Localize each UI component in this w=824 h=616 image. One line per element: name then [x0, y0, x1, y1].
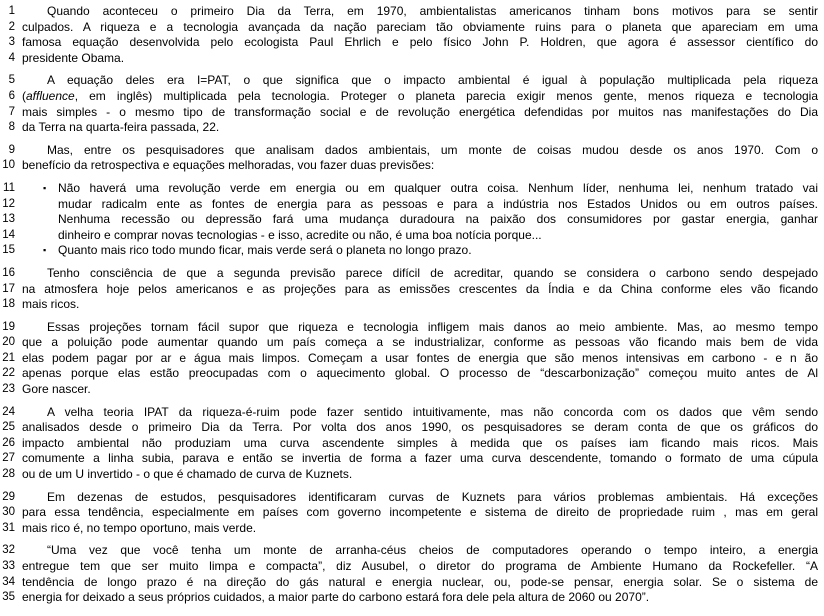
text-line — [0, 105, 824, 121]
text-line — [0, 212, 824, 228]
line-text: A velha teoria IPAT da riqueza-é-ruim pode fazer sentido intuitivamente, mas não concorda com os dados que vêm sendo — [47, 404, 818, 419]
line-text: Gore nascer. — [22, 382, 91, 397]
line-number: 18 — [2, 298, 15, 311]
line-text: Mas, entre os pesquisadores que analisam dados ambientais, um monte de coisas mudou desde os anos 1970. Com o — [47, 142, 818, 157]
line-number: 2 — [8, 20, 15, 33]
text-line — [0, 320, 824, 336]
line-number: 16 — [2, 266, 15, 279]
line-text: mais ricos. — [22, 297, 80, 312]
line-text: A equação deles era I=PAT, o que significa que o impacto ambiental é igual à população multiplicada pela riqueza — [47, 73, 818, 88]
line-number: 13 — [2, 213, 15, 226]
line-number: 32 — [2, 544, 15, 557]
line-text: culpados. A riqueza e a tecnologia avançada da nação pareciam tão obviamente ruins para o planeta que apareciam em uma — [22, 19, 818, 34]
text-line — [0, 20, 824, 36]
line-number: 24 — [2, 405, 15, 418]
text-line — [0, 505, 824, 521]
line-text: famosa equação desenvolvida pelo ecologista Paul Ehrlich e pelo físico John P. Holdren, que agora é assessor científico do — [22, 35, 818, 50]
line-number: 21 — [2, 351, 15, 364]
line-number: 25 — [2, 421, 15, 434]
line-number: 33 — [2, 560, 15, 572]
line-text: mais simples - o mesmo tipo de transformação social e de revolução energética defendidas por muitos nas manifestações do Dia — [22, 104, 818, 119]
line-text: Essas projeções tornam fácil supor que riqueza e tecnologia infligem mais danos ao meio ambiente. Mas, ao mesmo tempo — [47, 319, 818, 334]
text-line — [0, 297, 824, 313]
line-text: elas podem pagar por ar e água mais limpos. Começam a usar fontes de energia que são menos intensivas em carbono - e n ão — [22, 350, 818, 365]
line-text: “Uma vez que você tenha um monte de arranha-céus cheios de computadores operando o tempo inteiro, a energia — [47, 543, 818, 558]
text-line — [0, 521, 824, 537]
text-line — [0, 282, 824, 298]
text-line — [0, 73, 824, 89]
line-text: benefício da retrospectiva e equações melhoradas, vou fazer duas previsões: — [22, 158, 435, 173]
text-line — [0, 351, 824, 367]
line-number: 20 — [2, 336, 15, 349]
line-number: 29 — [2, 490, 15, 503]
text-line — [0, 467, 824, 483]
line-text: mudar radicalm ente as fontes de energia para as pessoas e para a indústria nos Estados Unidos ou em outros países. — [58, 196, 818, 211]
line-number: 31 — [2, 521, 15, 534]
line-number: 5 — [8, 74, 15, 87]
text-line — [0, 243, 824, 259]
line-text: Em dezenas de estudos, pesquisadores identificaram curvas de Kuznets para vários problemas ambientais. Há exceções — [47, 489, 818, 504]
line-text: da Terra na quarta-feira passada, 22. — [22, 120, 220, 135]
text-line — [0, 181, 824, 197]
text-line — [0, 35, 824, 51]
line-number: 22 — [2, 367, 15, 380]
line-text: Quanto mais rico todo mundo ficar, mais verde será o planeta no longo prazo. — [58, 243, 472, 258]
bullet-icon: ▪ — [43, 245, 47, 256]
line-text: entregue tem que ser muito limpa e compacta”, diz Ausubel, o diretor do programa de Ambiente Humano da Rockefeller. “A — [22, 559, 818, 573]
text-line — [0, 4, 824, 20]
line-number: 34 — [2, 575, 15, 588]
line-number: 8 — [8, 121, 15, 134]
text-line — [0, 335, 824, 351]
document-body — [0, 4, 824, 606]
line-text: energia for deixado a seus próprios cuidados, a maior parte do carbono estará fora dele pela altura de 2060 ou 2070”. — [22, 590, 650, 605]
text-line — [0, 266, 824, 282]
text-line — [0, 120, 824, 136]
text-line — [0, 451, 824, 467]
text-line — [0, 543, 824, 559]
line-text: (affluence, em inglês) multiplicada pela tecnologia. Proteger o planeta parecia exigir menos gente, menos riqueza e tecnologia — [22, 88, 818, 103]
line-text: Nenhuma recessão ou depressão fará uma mudança duradoura na paixão dos consumidores por gastar energia, ganhar — [58, 212, 818, 227]
line-number: 28 — [2, 468, 15, 481]
line-number: 30 — [2, 506, 15, 519]
text-line — [0, 490, 824, 506]
line-text: dinheiro e comprar novas tecnologias - e isso, acredite ou não, é uma boa notícia porque... — [58, 227, 542, 242]
text-line — [0, 366, 824, 382]
line-text: que a poluição pode aumentar quando um país começa a se industrializar, conforme as pessoas vão ficando mais bem de vida — [22, 335, 818, 350]
line-text: mais rico é, no tempo oportuno, mais verde. — [22, 520, 257, 535]
line-text: comumente a linha subia, parava e então se invertia de forma a fazer uma curva descendente, tomando o formato de uma cúpula — [22, 451, 818, 466]
text-line — [0, 590, 824, 606]
text-line — [0, 405, 824, 421]
text-line — [0, 51, 824, 67]
line-number: 10 — [2, 159, 15, 172]
text-line — [0, 143, 824, 159]
line-number: 6 — [8, 89, 15, 102]
line-number: 19 — [2, 320, 15, 333]
text-line — [0, 89, 824, 105]
line-text: apenas porque elas estão preocupadas com o aquecimento global. O processo de “descarbonização” começou muito antes de Al — [22, 366, 818, 381]
text-line — [0, 197, 824, 213]
line-text: na atmosfera hoje pelos americanos e as projeções para as emissões crescentes da Índia e da China conforme eles vão ficando — [22, 281, 818, 296]
line-text: analisados desde o primeiro Dia da Terra. Por volta dos anos 1990, os pesquisadores se deram conta de que os gráficos do — [22, 420, 818, 435]
text-line — [0, 382, 824, 398]
text-line — [0, 575, 824, 591]
text-line — [0, 228, 824, 244]
text-line — [0, 559, 824, 575]
line-number: 12 — [2, 197, 15, 210]
line-number: 35 — [2, 591, 15, 604]
line-number: 14 — [2, 228, 15, 241]
line-number: 11 — [3, 181, 15, 194]
line-number: 17 — [2, 282, 15, 295]
line-text: para essa tendência, especialmente em países com governo incompetente e sistema de direito de propriedade ruim , mas em geral — [22, 505, 818, 520]
text-line — [0, 158, 824, 174]
line-text: ou de um U invertido - o que é chamado de curva de Kuznets. — [22, 467, 353, 482]
line-text: Quando aconteceu o primeiro Dia da Terra, em 1970, ambientalistas americanos tinham bons motivos para se sentir — [47, 4, 818, 18]
line-text: tendência de longo prazo é na direção do gás natural e energia nuclear, ou, pode-se pensar, energia solar. Se o sistema de — [22, 574, 818, 589]
line-text: presidente Obama. — [22, 50, 125, 65]
line-text: Não haverá uma revolução verde em energia ou em qualquer outra coisa. Nenhum líder, nenhuma lei, nenhum tratado vai — [58, 180, 818, 195]
line-number: 4 — [8, 51, 15, 64]
line-text: Tenho consciência de que a segunda previsão parece difícil de acreditar, quando se considera o carbono sendo despejado — [47, 265, 818, 280]
line-number: 23 — [2, 383, 15, 396]
text-line — [0, 420, 824, 436]
line-number: 9 — [8, 143, 15, 156]
line-number: 3 — [8, 36, 15, 49]
line-number: 7 — [8, 105, 15, 118]
line-number: 1 — [8, 5, 15, 17]
bullet-icon: ▪ — [43, 182, 47, 193]
line-text: impacto ambiental não produziam uma curva ascendente simples à medida que os países iam ficando mais ricos. Mais — [22, 435, 818, 450]
line-number: 26 — [2, 436, 15, 449]
line-number: 15 — [2, 244, 15, 257]
line-number: 27 — [2, 452, 15, 465]
text-line — [0, 436, 824, 452]
